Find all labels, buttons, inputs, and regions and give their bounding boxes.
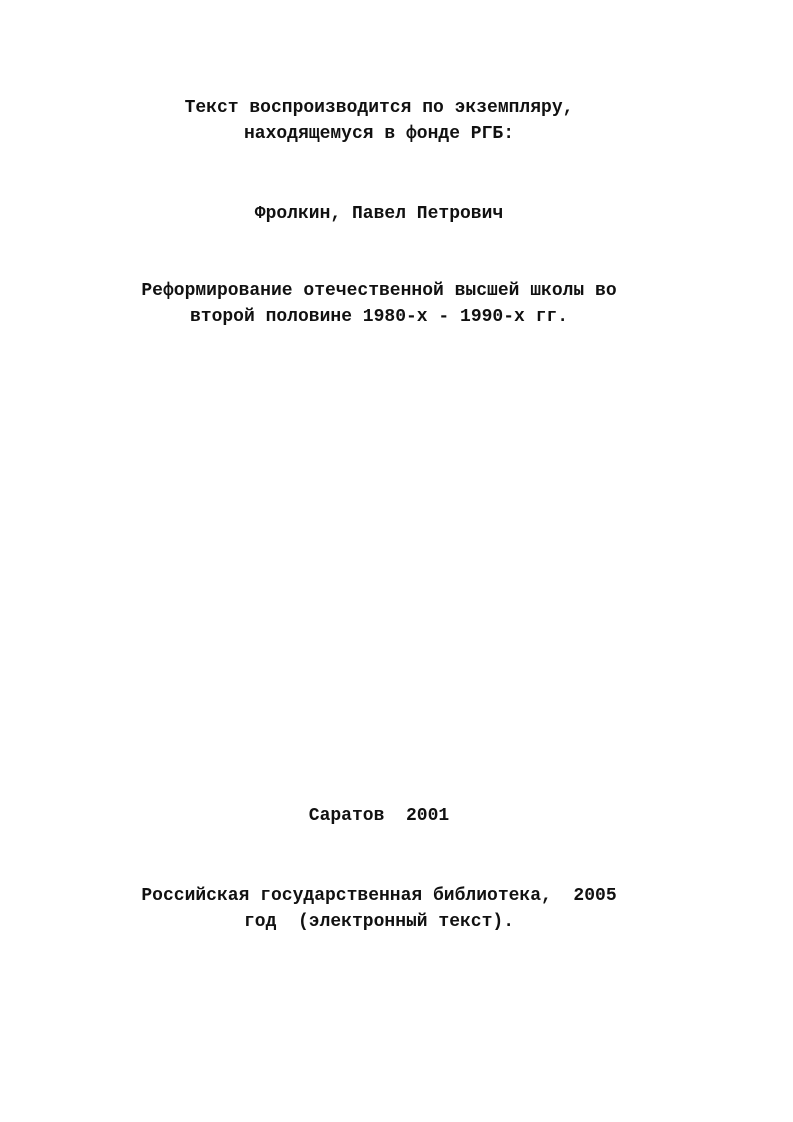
work-title [0, 278, 758, 330]
work-title-line-1: Реформирование отечественной высшей школы во [141, 281, 617, 301]
source-notice-line-2: находящемуся в фонде РГБ: [243, 124, 515, 144]
place-and-year-text: Саратов 2001 [308, 806, 450, 826]
work-title-line-2: второй половине 1980-х - 1990-х гг. [189, 307, 569, 327]
author-name-text: Фролкин, Павел Петрович [254, 204, 504, 224]
author-name [0, 201, 758, 227]
library-note-line-1: Российская государственная библиотека, 2005 [141, 886, 617, 906]
place-and-year [0, 803, 758, 829]
library-note [0, 883, 758, 935]
source-notice-line-1: Текст воспроизводится по экземпляру, [184, 98, 574, 118]
library-note-line-2: год (электронный текст). [243, 912, 515, 932]
source-notice [0, 95, 758, 147]
